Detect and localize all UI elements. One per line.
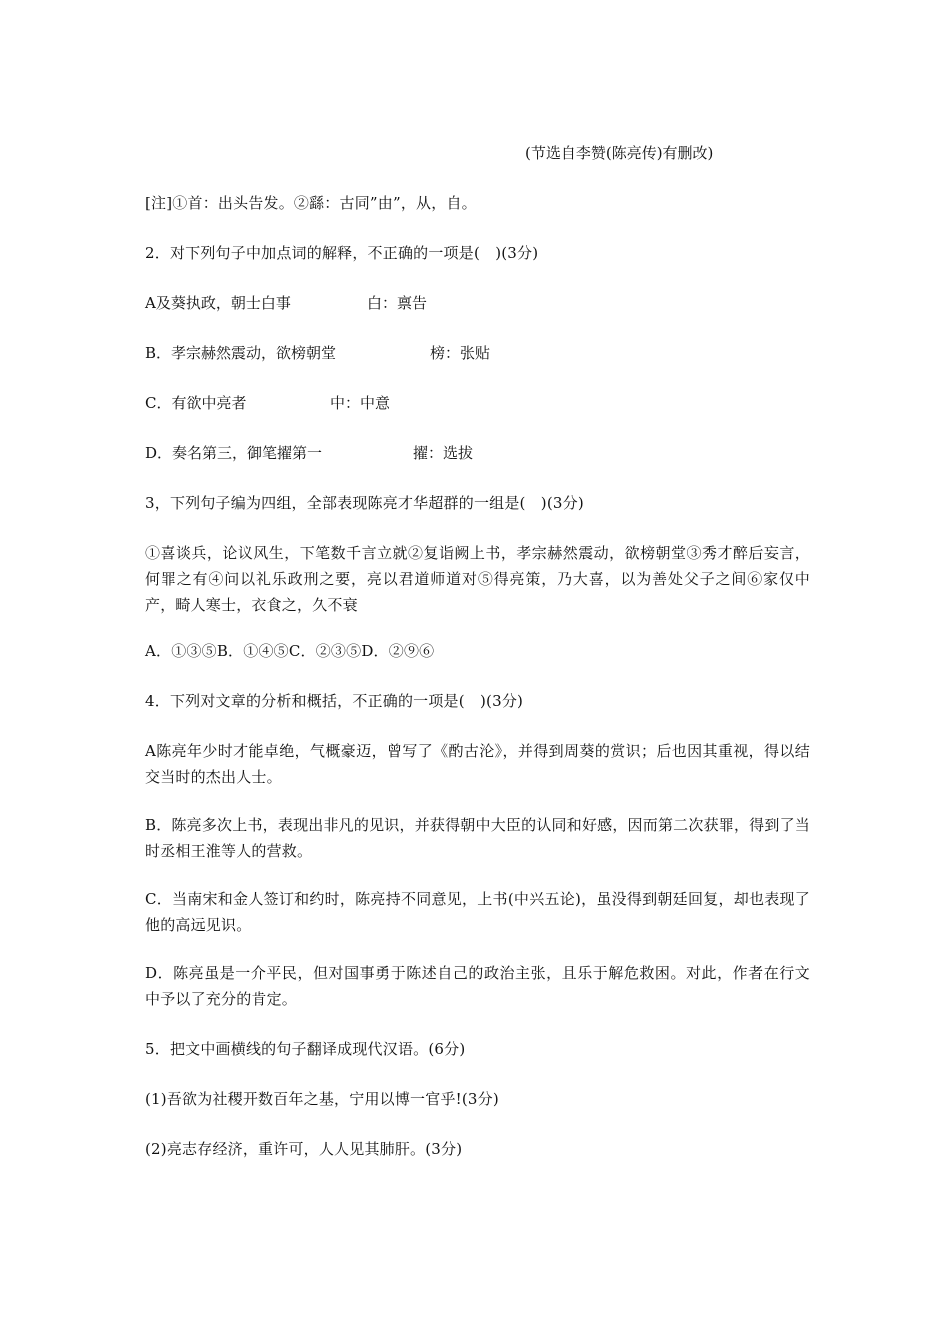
option-gloss: 擢：选拔	[413, 444, 474, 462]
option-sentence: D．奏名第三，御笔擢第一	[145, 444, 323, 462]
question-2-option-c	[145, 390, 391, 416]
question-2-option-d	[145, 440, 474, 466]
question-4-option-c: C．当南宋和金人签订和约时，陈亮持不同意见，上书(中兴五论)，虽没得到朝廷回复，却也表现了他的高远见识。	[145, 890, 810, 934]
question-3-stem: 3，下列句子编为四组，全部表现陈亮才华超群的一组是( )(3分)	[145, 494, 584, 512]
option-gloss: 中：中意	[330, 394, 391, 412]
question-2-option-b	[145, 340, 491, 366]
question-5-item-1: (1)吾欲为社稷开数百年之基，宁用以博一官乎!(3分)	[145, 1090, 499, 1108]
question-3-passage: ①喜谈兵，论议风生，下笔数千言立就②复诣阙上书，孝宗赫然震动，欲榜朝堂③秀才醉后妄言，何罪之有④问以礼乐政刑之要，亮以君道师道对⑤得亮策，乃大喜，以为善处父子之间⑥家仅中产，畸人寒士，衣食之，久不衰	[145, 544, 810, 614]
question-5-stem: 5．把文中画横线的句子翻译成现代汉语。(6分)	[145, 1040, 466, 1058]
question-4-option-a: A陈亮年少时才能卓绝，气概豪迈，曾写了《酌古沦》，并得到周葵的赏识；后也因其重视，得以结交当时的杰出人士。	[145, 742, 810, 786]
option-gloss: 白：禀告	[367, 294, 428, 312]
question-3-choices: A．①③⑤B．①④⑤C．②③⑤D．②⑨⑥	[145, 642, 435, 660]
question-2-option-a	[145, 290, 428, 316]
question-4-stem: 4．下列对文章的分析和概括，不正确的一项是( )(3分)	[145, 692, 524, 710]
source-note: (节选自李赞(陈亮传)有删改)	[525, 144, 714, 162]
question-4-option-d: D．陈亮虽是一介平民，但对国事勇于陈述自己的政治主张，且乐于解危救困。对此，作者在行文中予以了充分的肯定。	[145, 964, 810, 1008]
annotation-note: [注]①首：出头告发。②繇：古同”由”，从，自。	[145, 194, 477, 212]
option-sentence: C．有欲中亮者	[145, 394, 247, 412]
question-2-stem: 2．对下列句子中加点词的解释，不正确的一项是( )(3分)	[145, 244, 539, 262]
question-5-item-2: (2)亮志存经济，重许可，人人见其肺肝。(3分)	[145, 1140, 463, 1158]
question-4-option-b: B．陈亮多次上书，表现出非凡的见识，并获得朝中大臣的认同和好感，因而第二次获罪，得到了当时丞相王淮等人的营救。	[145, 816, 810, 860]
option-sentence: A及葵执政，朝士白事	[145, 294, 291, 312]
option-gloss: 榜：张贴	[430, 344, 491, 362]
option-sentence: B．孝宗赫然震动，欲榜朝堂	[145, 344, 337, 362]
